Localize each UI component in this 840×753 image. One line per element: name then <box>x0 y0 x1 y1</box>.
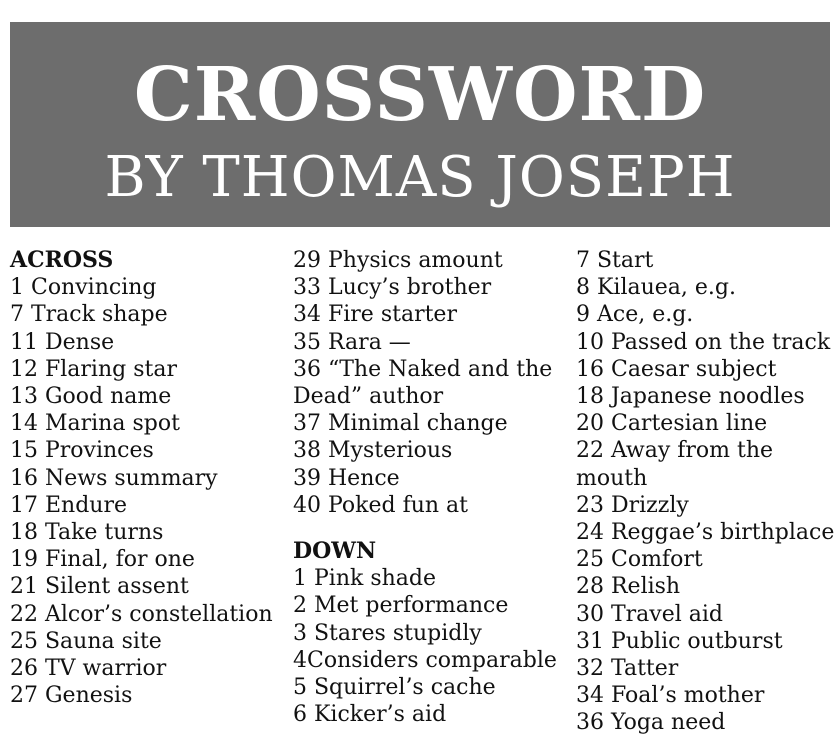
down-clue: 34 Foal’s mother <box>576 683 765 709</box>
across-clue: 1 Convincing <box>10 275 157 301</box>
across-clue: 16 News summary <box>10 465 218 491</box>
crossword-title: CROSSWORD <box>133 52 707 138</box>
crossword-byline: BY THOMAS JOSEPH <box>104 145 736 210</box>
down-clue: 28 Relish <box>576 574 681 600</box>
down-clue: 1 Pink shade <box>293 566 436 592</box>
down-clue: 31 Public outburst <box>576 628 783 654</box>
across-clue: 39 Hence <box>293 465 400 491</box>
down-clue: 7 Start <box>576 248 654 273</box>
across-heading: ACROSS <box>10 247 114 273</box>
down-clue: 24 Reggae’s birthplace <box>576 520 835 546</box>
across-clue: 18 Take turns <box>10 520 164 546</box>
across-clue: 38 Mysterious <box>293 438 453 464</box>
across-clue: 19 Final, for one <box>10 547 195 573</box>
down-clue: 36 Yoga need <box>576 710 726 736</box>
down-clue: 5 Squirrel’s cache <box>293 675 496 701</box>
across-clue: 15 Provinces <box>10 438 154 464</box>
down-clue: 3 Stares stupidly <box>293 620 482 646</box>
across-clue: 26 TV warrior <box>10 656 167 682</box>
across-clue: 34 Fire starter <box>293 302 457 328</box>
section-spacer <box>293 519 568 538</box>
across-clue: 17 Endure <box>10 492 128 518</box>
down-clue: 16 Caesar subject <box>576 356 777 382</box>
down-clue: 2 Met performance <box>293 593 509 619</box>
crossword-header <box>10 22 830 227</box>
down-clue: 23 Drizzly <box>576 492 689 518</box>
down-heading: DOWN <box>293 538 377 565</box>
across-clue: 7 Track shape <box>10 302 168 328</box>
clue-column-3 <box>576 247 838 737</box>
down-clue: 4Considers comparable <box>293 647 557 673</box>
across-clue: 33 Lucy’s brother <box>293 275 492 301</box>
down-clue: 8 Kilauea, e.g. <box>576 275 736 301</box>
across-clue: 35 Rara — <box>293 329 411 355</box>
down-clue: 9 Ace, e.g. <box>576 302 694 328</box>
down-clue: 18 Japanese noodles <box>576 384 805 410</box>
down-clue: 32 Tatter <box>576 656 679 682</box>
clue-column-2 <box>293 247 568 728</box>
across-clue: 25 Sauna site <box>10 628 162 654</box>
across-clue: 11 Dense <box>10 329 115 355</box>
clue-column-1 <box>10 247 280 709</box>
down-clue: 30 Travel aid <box>576 601 724 627</box>
across-clue: 37 Minimal change <box>293 411 508 437</box>
across-clue: 22 Alcor’s constellation <box>10 601 273 627</box>
across-clue: 36 “The Naked and the Dead” author <box>293 356 553 410</box>
across-clue: 12 Flaring star <box>10 356 177 382</box>
down-clue: 22 Away from the mouth <box>576 438 774 491</box>
across-clue: 40 Poked fun at <box>293 492 469 518</box>
down-clue: 6 Kicker’s aid <box>293 702 447 728</box>
across-clue: 29 Physics amount <box>293 248 503 273</box>
across-clue: 21 Silent assent <box>10 574 189 600</box>
across-clue: 27 Genesis <box>10 683 133 709</box>
across-clue: 14 Marina spot <box>10 411 180 437</box>
down-clue: 20 Cartesian line <box>576 411 768 437</box>
across-clue: 13 Good name <box>10 384 172 410</box>
down-clue: 25 Comfort <box>576 547 703 573</box>
down-clue: 10 Passed on the track <box>576 329 831 355</box>
